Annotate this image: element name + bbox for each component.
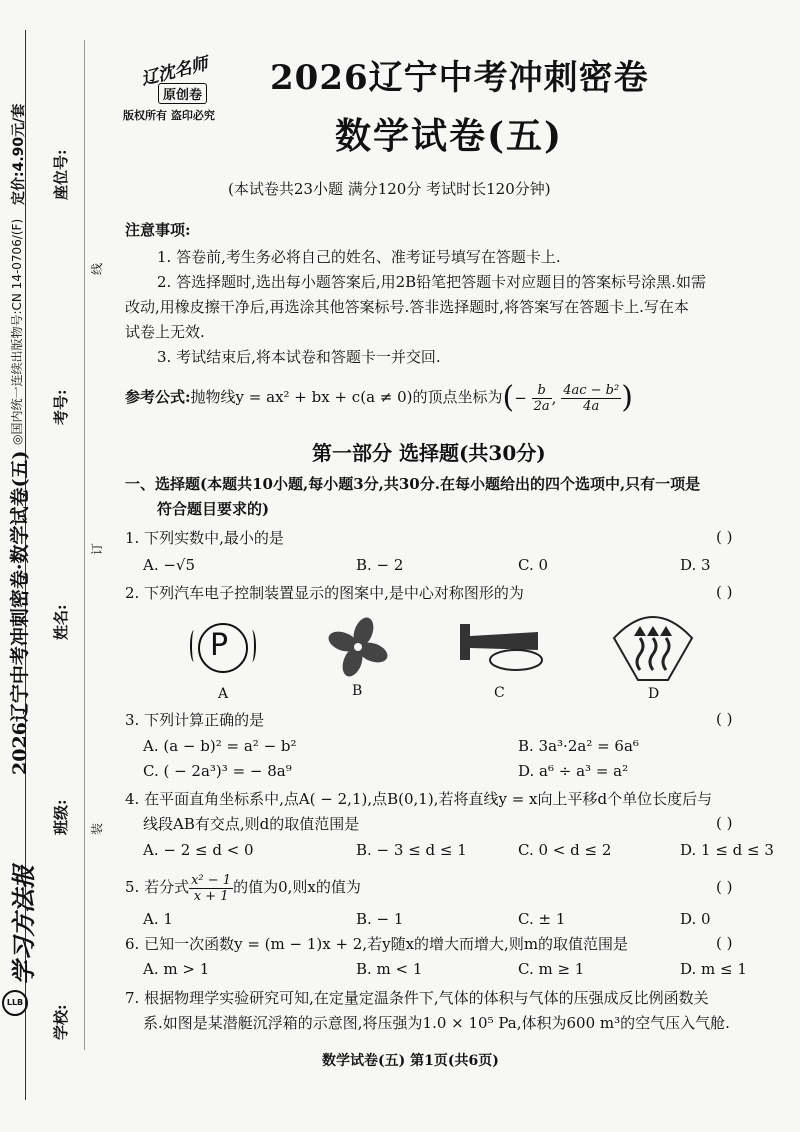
formula-label: 参考公式: xyxy=(125,388,191,406)
price-label: 定价:4.90元/套 xyxy=(11,103,27,205)
subject-title: 数学试卷(五) xyxy=(335,115,564,157)
q4-answer-paren[interactable]: ( ) xyxy=(716,814,733,832)
formula-text: 抛物线y = ax² + bx + c(a ≠ 0)的顶点坐标为 xyxy=(190,388,503,406)
q5-fraction: $\frac{\text{x² − 1}}{x + 1}$ xyxy=(191,872,232,904)
formula-paren-right: ) xyxy=(621,380,633,415)
q2-stem: 2. 下列汽车电子控制装置显示的图案中,是中心对称图形的为 xyxy=(125,584,524,602)
brand-logo: LLB xyxy=(2,990,28,1016)
q1-answer-paren[interactable]: ( ) xyxy=(716,528,733,546)
cut-mark-ding: 订 xyxy=(90,542,104,555)
q6-option-b: B. m < 1 xyxy=(356,960,423,978)
q2-answer-paren[interactable]: ( ) xyxy=(716,583,733,601)
cut-line xyxy=(84,40,85,1050)
q2-label-a: A xyxy=(218,686,229,702)
parking-arc-left xyxy=(190,630,198,662)
class-label: 班级: xyxy=(52,799,70,835)
q5-answer-paren[interactable]: ( ) xyxy=(716,878,733,896)
q7-stem-cont: 系.如图是某潜艇沉浮箱的示意图,将压强为1.0 × 10⁵ Pa,体积为600 m³的空气压入气舱. xyxy=(143,1014,730,1032)
section-instruction: 一、选择题(本题共10小题,每小题3分,共30分.在每小题给出的四个选项中,只有一项是 xyxy=(125,475,701,493)
parking-arc-right xyxy=(248,630,256,662)
note-1: 1. 答卷前,考生务必将自己的姓名、准考证号填写在答题卡上. xyxy=(157,248,561,266)
q1-option-c: C. 0 xyxy=(518,556,549,574)
q3-option-b: B. 3a³·2a² = 6a⁶ xyxy=(518,737,639,755)
note-2-end: 试卷上无效. xyxy=(125,323,205,341)
seat-label: 座位号: xyxy=(52,149,70,200)
q1-option-a: A. −√5 xyxy=(143,556,196,574)
q4-option-c: C. 0 < d ≤ 2 xyxy=(518,841,612,859)
q5-stem-pre: 5. 若分式 xyxy=(125,878,190,896)
q3-stem: 3. 下列计算正确的是 xyxy=(125,711,265,729)
logo-tagline: 版权所有 盗印必究 xyxy=(123,109,215,122)
q5-stem-post: 的值为0,则x的值为 xyxy=(233,878,361,896)
fan-icon xyxy=(326,615,390,679)
q5-option-a: A. 1 xyxy=(143,910,173,928)
q6-option-a: A. m > 1 xyxy=(143,960,210,978)
parking-p-icon: P xyxy=(210,628,229,663)
note-3: 3. 考试结束后,将本试卷和答题卡一并交回. xyxy=(157,348,441,366)
binding-strip xyxy=(0,0,110,1132)
cut-mark-line: 线 xyxy=(90,262,104,275)
q5-option-b: B. − 1 xyxy=(356,910,404,928)
q3-answer-paren[interactable]: ( ) xyxy=(716,710,733,728)
vertex-x-fraction: $\frac{b}{2a}$ xyxy=(533,382,550,414)
section-title: 第一部分 选择题(共30分) xyxy=(312,441,546,465)
section-instruction-cont: 符合题目要求的) xyxy=(157,500,270,518)
q2-label-c: C xyxy=(494,685,505,701)
q1-stem: 1. 下列实数中,最小的是 xyxy=(125,529,284,547)
q5-stem xyxy=(125,868,361,906)
formula-paren-left: ( xyxy=(502,380,515,415)
notes-heading: 注意事项: xyxy=(125,221,191,239)
logo-badge: 原创卷 xyxy=(158,83,207,104)
logo-arc-text: 辽沈名师 xyxy=(139,53,211,90)
exam-title: 2026辽宁中考冲刺密卷 xyxy=(270,58,649,98)
exam-number-label: 考号: xyxy=(52,389,70,425)
q7-stem: 7. 根据物理学实验研究可知,在定量定温条件下,气体的体积与气体的压强成反比例函数关 xyxy=(125,989,709,1007)
page-footer: 数学试卷(五) 第1页(共6页) xyxy=(322,1053,499,1069)
q3-option-c: C. ( − 2a³)³ = − 8a⁹ xyxy=(143,762,292,780)
q1-option-d: D. 3 xyxy=(680,556,711,574)
note-2: 2. 答选择题时,选出每小题答案后,用2B铅笔把答题卡对应题目的答案标号涂黑.如需 xyxy=(157,273,706,291)
defroster-icon xyxy=(608,608,698,684)
q3-option-a: A. (a − b)² = a² − b² xyxy=(143,737,297,755)
brand-name: 学习方法报 xyxy=(9,865,38,985)
q6-stem: 6. 已知一次函数y = (m − 1)x + 2,若y随x的增大而增大,则m的取值范围是 xyxy=(125,935,629,953)
q2-label-b: B xyxy=(352,683,363,699)
q3-option-d: D. a⁶ ÷ a³ = a² xyxy=(518,762,629,780)
q4-option-d: D. 1 ≤ d ≤ 3 xyxy=(680,841,774,859)
q4-stem-cont: 线段AB有交点,则d的取值范围是 xyxy=(143,815,360,833)
publish-number: ◎国内统一连续出版物号:CN 14-0706/(F) xyxy=(10,218,24,445)
q5-option-d: D. 0 xyxy=(680,910,711,928)
q4-option-a: A. − 2 ≤ d < 0 xyxy=(143,841,254,859)
parking-symbol-figure xyxy=(190,620,256,680)
vertex-y-fraction: $\frac{\text{4ac − b²}}{4a}$ xyxy=(563,382,620,414)
q6-option-d: D. m ≤ 1 xyxy=(680,960,747,978)
name-label: 姓名: xyxy=(52,604,70,640)
school-label: 学校: xyxy=(52,1004,70,1040)
q4-stem: 4. 在平面直角坐标系中,点A( − 2,1),点B(0,1),若将直线y = x向上平移d个单位长度后与 xyxy=(125,790,713,808)
reference-formula: 参考公式:抛物线y = ax² + bx + c(a ≠ 0)的顶点坐标为(− $\frac{b}{2a}$ , $\frac{\text{4ac − b²}}{4a}$ ) xyxy=(125,380,633,415)
q6-answer-paren[interactable]: ( ) xyxy=(716,934,733,952)
q6-option-c: C. m ≥ 1 xyxy=(518,960,585,978)
q1-option-b: B. − 2 xyxy=(356,556,404,574)
exam-info: (本试卷共23小题 满分120分 考试时长120分钟) xyxy=(228,180,551,198)
q4-option-b: B. − 3 ≤ d ≤ 1 xyxy=(356,841,467,859)
paper-name: 2026辽宁中考冲刺密卷·数学试卷(五) xyxy=(9,450,31,775)
q2-label-d: D xyxy=(648,686,660,702)
publisher-logo xyxy=(120,55,245,130)
q5-option-c: C. ± 1 xyxy=(518,910,566,928)
cut-mark-zhuang: 装 xyxy=(90,822,104,835)
horn-icon xyxy=(458,622,548,678)
note-2-cont: 改动,用橡皮擦干净后,再选涂其他答案标号.答非选择题时,将答案写在答题卡上.写在本 xyxy=(125,298,689,316)
